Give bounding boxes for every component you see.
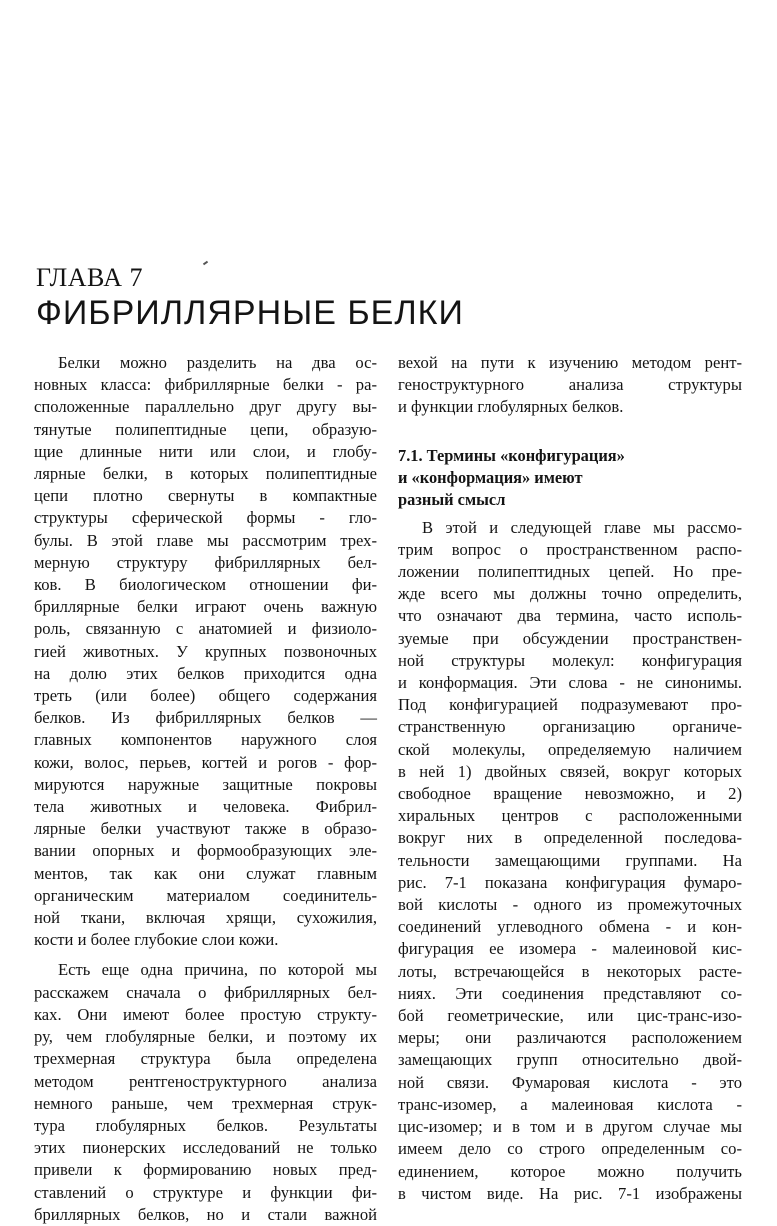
- body-text-line: на долю этих белков приходится одна: [34, 663, 377, 683]
- body-text-line: и функции глобулярных белков.: [398, 397, 624, 417]
- section-heading-line: и «конформация» имеют: [398, 467, 583, 487]
- body-text-line: ментов, так как они служат главным: [34, 863, 377, 883]
- body-text-line: Белки можно разделить на два ос-: [58, 353, 377, 372]
- body-text-line: и конформация. Эти слова - не синонимы.: [398, 673, 742, 693]
- body-text-line: ской молекулы, определяемую наличием: [398, 739, 742, 759]
- chapter-number: ГЛАВА 7: [36, 263, 143, 292]
- body-text-line: хиральных центров с расположенными: [398, 806, 742, 826]
- body-text-line: расскажем сначала о фибриллярных бел-: [34, 982, 377, 1002]
- body-text-line: геноструктурного анализа структуры: [398, 375, 742, 395]
- body-text-line: единением, которое можно получить: [398, 1161, 742, 1181]
- body-text-line: меры; они различаются расположением: [398, 1028, 742, 1048]
- body-text-line: Есть еще одна причина, по которой мы: [58, 960, 377, 980]
- body-text-line: щие длинные нити или слои, и глобу-: [34, 441, 377, 461]
- body-text-line: органическим материалом соединитель-: [34, 885, 377, 905]
- body-text-line: тура глобулярных белков. Результаты: [34, 1115, 377, 1135]
- body-text-line: ру, чем глобулярные белки, и поэтому их: [34, 1027, 377, 1047]
- body-text-line: ной ткани, включая хрящи, сухожилия,: [34, 908, 377, 928]
- body-text-line: методом рентгеноструктурного анализа: [34, 1071, 377, 1091]
- chapter-title: ФИБРИЛЛЯРНЫЕ БЕЛКИ: [36, 294, 464, 332]
- body-text-line: роль, связанную с анатомией и физиоло-: [34, 619, 377, 639]
- body-text-line: рис. 7-1 показана конфигурация фумаро-: [398, 872, 742, 892]
- body-text-line: соединений углеводного обмена - и кон-: [398, 917, 742, 937]
- body-text-line: ставлений о структуре и функции фи-: [34, 1182, 377, 1202]
- body-text-line: гией животных. У крупных позвоночных: [34, 641, 377, 661]
- body-text-line: имеем дело со строго определенным со-: [398, 1139, 742, 1159]
- body-text-line: этих пионерских исследований не только: [34, 1138, 377, 1158]
- body-text-line: тянутые полипептидные цепи, образую-: [34, 419, 377, 439]
- body-text-line: вокруг них в определенной последова-: [398, 828, 742, 848]
- left-column: [34, 352, 377, 1226]
- right-column: [398, 352, 742, 1205]
- body-text-line: булы. В этой главе мы рассмотрим трех-: [34, 530, 377, 550]
- body-text-line: цис-изомер; и в том и в другом случае мы: [398, 1117, 742, 1137]
- body-text-line: мерную структуру фибриллярных бел-: [34, 552, 377, 572]
- body-text-line: бриллярных белков, но и стали важной: [34, 1204, 377, 1224]
- body-text-line: ной структуры молекул: конфигурация: [398, 650, 742, 670]
- body-text-line: главных компонентов наружного слоя: [34, 730, 377, 750]
- body-text-line: кости и более глубокие слои кожи.: [34, 930, 279, 950]
- body-text-line: В этой и следующей главе мы рассмо-: [422, 517, 742, 537]
- body-text-line: лярные белки, в которых полипептидные: [34, 464, 377, 484]
- body-text-line: кожи, волос, перьев, когтей и рогов - фор-: [34, 752, 377, 772]
- section-heading-line: 7.1. Термины «конфигурация»: [398, 445, 625, 465]
- body-text-line: немного раньше, чем трехмерная струк-: [34, 1093, 377, 1113]
- body-text-line: свободное вращение невозможно, и 2): [398, 784, 742, 804]
- body-text-line: ков. В биологическом отношении фи-: [34, 575, 377, 595]
- body-text-line: транс-изомер, а малеиновая кислота -: [398, 1094, 742, 1114]
- body-text-line: в ней 1) двойных связей, вокруг которых: [398, 761, 742, 781]
- body-text-line: структуры сферической формы - гло-: [34, 508, 377, 528]
- body-text-line: цепи плотно свернуты в компактные: [34, 486, 377, 506]
- body-text-line: вой кислоты - одного из промежуточных: [398, 895, 742, 915]
- paragraph-gap: [34, 951, 377, 959]
- print-speck: [203, 261, 208, 266]
- body-text-line: фигурация ее изомера - малеиновой кис-: [398, 939, 742, 959]
- body-text-line: что означают два термина, часто исполь-: [398, 606, 742, 626]
- body-text-line: странственную организацию органиче-: [398, 717, 742, 737]
- body-text-line: сположенные параллельно друг другу вы-: [34, 397, 377, 417]
- body-text-line: новных класса: фибриллярные белки - ра-: [34, 375, 377, 395]
- body-text-line: ной связи. Фумаровая кислота - это: [398, 1072, 742, 1092]
- section-gap: [398, 419, 742, 445]
- body-text-line: лоты, встречающейся в некоторых расте-: [398, 961, 742, 981]
- body-text-line: вехой на пути к изучению методом рент-: [398, 353, 742, 372]
- body-text-line: ложении полипептидных цепей. Но пре-: [398, 562, 742, 582]
- body-text-line: вании опорных и формообразующих эле-: [34, 841, 377, 861]
- body-text-line: бой геометрические, или цис-транс-изо-: [398, 1006, 742, 1026]
- body-text-line: белков. Из фибриллярных белков —: [34, 708, 377, 728]
- body-text-line: треть (или более) общего содержания: [34, 686, 377, 706]
- body-text-line: бриллярные белки играют очень важную: [34, 597, 377, 617]
- body-text-line: привели к формированию новых пред-: [34, 1160, 377, 1180]
- body-text-line: мируются наружные защитные покровы: [34, 774, 377, 794]
- section-heading-line: разный смысл: [398, 489, 506, 509]
- body-text-line: ниях. Эти соединения представляют со-: [398, 983, 742, 1003]
- body-text-line: трим вопрос о пространственном распо-: [398, 539, 742, 559]
- body-text-line: трехмерная структура была определена: [34, 1049, 377, 1069]
- body-text-line: зуемые при обсуждении пространствен-: [398, 628, 742, 648]
- body-text-line: в чистом виде. На рис. 7-1 изображены: [398, 1183, 742, 1203]
- body-text-line: Под конфигурацией подразумевают про-: [398, 695, 742, 715]
- section-heading: [398, 445, 742, 511]
- body-text-line: тела животных и человека. Фибрил-: [34, 797, 377, 817]
- body-text-line: лярные белки участвуют также в образо-: [34, 819, 377, 839]
- body-text-line: ках. Они имеют более простую структу-: [34, 1004, 377, 1024]
- body-text-line: тельности замещающими группами. На: [398, 850, 742, 870]
- body-text-line: замещающих групп относительно двой-: [398, 1050, 742, 1070]
- body-text-line: жде всего мы должны точно определить,: [398, 584, 742, 604]
